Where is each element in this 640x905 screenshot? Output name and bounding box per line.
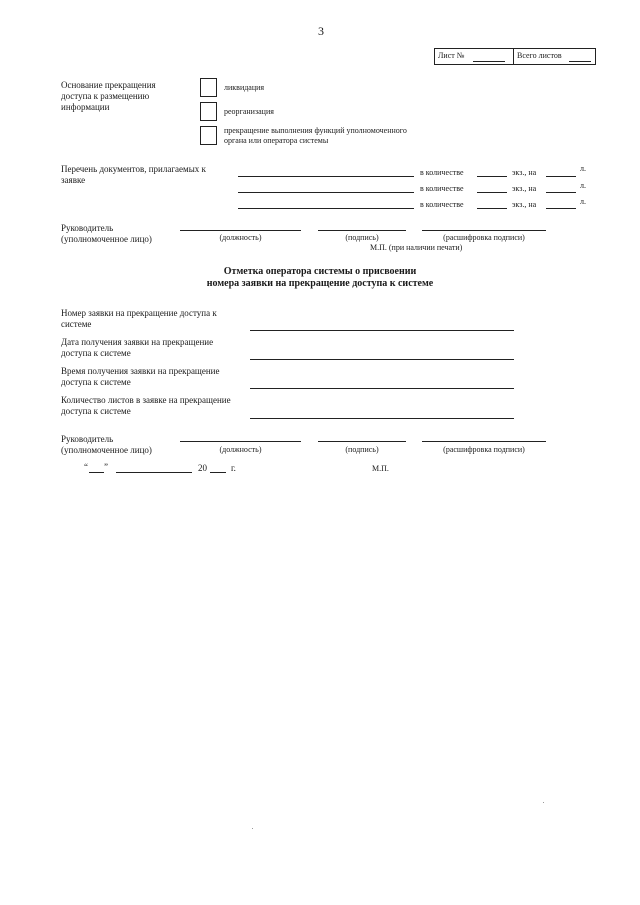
date-year-prefix: 20	[198, 463, 207, 473]
sheet-count-label: Количество листов в заявке на прекращение доступа к системе	[61, 395, 231, 416]
checkbox-functions-termination[interactable]	[200, 126, 217, 145]
receipt-date-label: Дата получения заявки на прекращение доступа к системе	[61, 337, 214, 358]
signature-decoding-caption: (расшифровка подписи)	[443, 233, 525, 242]
document-qty-field-3[interactable]	[477, 208, 507, 209]
request-number-field[interactable]	[250, 330, 514, 331]
option-liquidation-label: ликвидация	[224, 83, 265, 92]
document-unit-label-1: экз., на	[512, 168, 537, 177]
signature-line[interactable]	[318, 230, 406, 231]
sheet-number-field[interactable]	[473, 61, 505, 62]
option-reorganization-label: реорганизация	[224, 107, 274, 116]
document-qty-field-1[interactable]	[477, 176, 507, 177]
sheet-box-divider	[513, 49, 514, 64]
receipt-date-field[interactable]	[250, 359, 514, 360]
document-unit-label-3: экз., на	[512, 200, 537, 209]
document-pages-field-2[interactable]	[546, 192, 576, 193]
document-unit-label-2: экз., на	[512, 184, 537, 193]
operator-section-title-line2: номера заявки на прекращение доступа к системе	[206, 278, 434, 289]
documents-list-label: Перечень документов, прилагаемых к заявке	[61, 164, 206, 185]
checkbox-liquidation[interactable]	[200, 78, 217, 97]
signature-decoding-line[interactable]	[422, 230, 546, 231]
checkbox-reorganization[interactable]	[200, 102, 217, 121]
total-sheets-field[interactable]	[569, 61, 591, 62]
signature-decoding-caption-2: (расшифровка подписи)	[443, 445, 525, 454]
receipt-time-field[interactable]	[250, 388, 514, 389]
document-qty-label-3: в количестве	[420, 200, 464, 209]
date-quote-open: “	[84, 462, 88, 472]
signature-line-2[interactable]	[318, 441, 406, 442]
position-caption: (должность)	[219, 233, 262, 242]
total-sheets-label: Всего листов	[517, 51, 562, 60]
document-qty-field-2[interactable]	[477, 192, 507, 193]
head-signatory-label: Руководитель (уполномоченное лицо)	[61, 223, 152, 244]
scan-speck	[543, 802, 544, 803]
sheet-box	[434, 48, 596, 65]
stamp-caption-2: М.П.	[372, 464, 389, 473]
document-pages-unit-3: л.	[580, 197, 586, 206]
signature-decoding-line-2[interactable]	[422, 441, 546, 442]
date-quote-close: ”	[104, 462, 108, 472]
scan-speck	[252, 828, 253, 829]
sheet-count-field[interactable]	[250, 418, 514, 419]
document-line-2[interactable]	[238, 192, 414, 193]
document-line-1[interactable]	[238, 176, 414, 177]
position-line[interactable]	[180, 230, 301, 231]
document-pages-field-1[interactable]	[546, 176, 576, 177]
head-signatory-label-2: Руководитель (уполномоченное лицо)	[61, 434, 152, 455]
termination-basis-label: Основание прекращения доступа к размещению информации	[61, 80, 156, 112]
document-line-3[interactable]	[238, 208, 414, 209]
position-caption-2: (должность)	[219, 445, 262, 454]
sheet-number-label: Лист №	[438, 51, 465, 60]
signature-caption-2: (подпись)	[345, 445, 379, 454]
signature-caption: (подпись)	[345, 233, 379, 242]
document-pages-unit-1: л.	[580, 164, 586, 173]
document-pages-field-3[interactable]	[546, 208, 576, 209]
date-year-field[interactable]	[210, 472, 226, 473]
date-day-field[interactable]	[89, 472, 104, 473]
position-line-2[interactable]	[180, 441, 301, 442]
document-pages-unit-2: л.	[580, 181, 586, 190]
stamp-caption: М.П. (при наличии печати)	[370, 243, 463, 252]
page-number: 3	[318, 24, 324, 38]
document-qty-label-2: в количестве	[420, 184, 464, 193]
operator-section-title-line1: Отметка оператора системы о присвоении	[223, 266, 417, 277]
date-month-field[interactable]	[116, 472, 192, 473]
receipt-time-label: Время получения заявки на прекращение доступа к системе	[61, 366, 220, 387]
date-year-suffix: г.	[231, 463, 236, 473]
document-qty-label-1: в количестве	[420, 168, 464, 177]
request-number-label: Номер заявки на прекращение доступа к системе	[61, 308, 217, 329]
option-functions-termination-label: прекращение выполнения функций уполномоченного органа или оператора системы	[224, 126, 407, 145]
